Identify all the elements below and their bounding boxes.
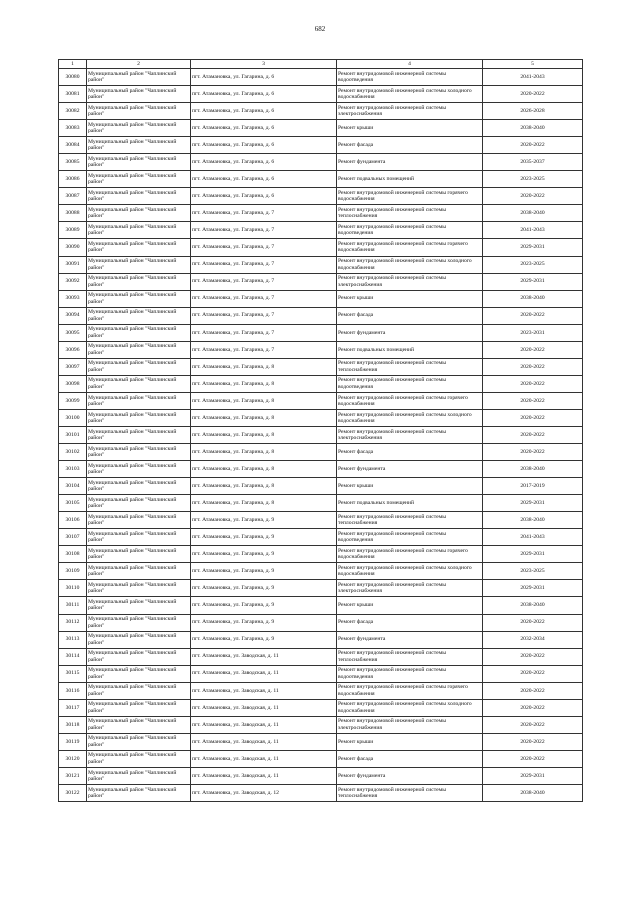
cell-municipality: Муниципальный район "Чаплинский район" bbox=[87, 256, 191, 273]
cell-work-type: Ремонт фасада bbox=[337, 307, 483, 324]
table-row bbox=[59, 648, 583, 665]
cell-municipality: Муниципальный район "Чаплинский район" bbox=[87, 307, 191, 324]
cell-period: 2020-2022 bbox=[483, 665, 583, 682]
table-row bbox=[59, 597, 583, 614]
cell-address: пгт. Атамановка, ул. Гагарина, д. 9 bbox=[191, 580, 337, 597]
cell-period: 2041-2043 bbox=[483, 529, 583, 546]
cell-address: пгт. Атамановка, ул. Гагарина, д. 8 bbox=[191, 426, 337, 443]
cell-address: пгт. Атамановка, ул. Гагарина, д. 7 bbox=[191, 290, 337, 307]
cell-municipality: Муниципальный район "Чаплинский район" bbox=[87, 750, 191, 767]
cell-municipality: Муниципальный район "Чаплинский район" bbox=[87, 529, 191, 546]
table-row bbox=[59, 273, 583, 290]
cell-period: 2020-2022 bbox=[483, 426, 583, 443]
cell-work-type: Ремонт внутридомовой инженерной системы холодного водоснабжения bbox=[337, 256, 483, 273]
cell-municipality: Муниципальный район "Чаплинский район" bbox=[87, 478, 191, 495]
cell-work-type: Ремонт подвальных помещений bbox=[337, 171, 483, 188]
cell-address: пгт. Атамановка, ул. Гагарина, д. 6 bbox=[191, 86, 337, 103]
cell-number: 30088 bbox=[59, 205, 87, 222]
cell-work-type: Ремонт фасада bbox=[337, 444, 483, 461]
cell-municipality: Муниципальный район "Чаплинский район" bbox=[87, 699, 191, 716]
page-number: 682 bbox=[314, 25, 326, 33]
cell-period: 2035-2037 bbox=[483, 154, 583, 171]
cell-address: пгт. Атамановка, ул. Гагарина, д. 7 bbox=[191, 205, 337, 222]
cell-period: 2038-2040 bbox=[483, 597, 583, 614]
cell-address: пгт. Атамановка, ул. Гагарина, д. 8 bbox=[191, 461, 337, 478]
cell-address: пгт. Атамановка, ул. Гагарина, д. 8 bbox=[191, 375, 337, 392]
table-row bbox=[59, 137, 583, 154]
column-header-period: 5 bbox=[483, 60, 583, 69]
table-header bbox=[59, 60, 583, 69]
cell-municipality: Муниципальный район "Чаплинский район" bbox=[87, 341, 191, 358]
cell-work-type: Ремонт внутридомовой инженерной системы водоотведения bbox=[337, 222, 483, 239]
cell-number: 30084 bbox=[59, 137, 87, 154]
cell-number: 30111 bbox=[59, 597, 87, 614]
cell-work-type: Ремонт внутридомовой инженерной системы теплоснабжения bbox=[337, 784, 483, 801]
cell-period: 2038-2040 bbox=[483, 461, 583, 478]
cell-municipality: Муниципальный район "Чаплинский район" bbox=[87, 375, 191, 392]
cell-municipality: Муниципальный район "Чаплинский район" bbox=[87, 154, 191, 171]
cell-address: пгт. Атамановка, ул. Заводская, д. 11 bbox=[191, 682, 337, 699]
cell-number: 30118 bbox=[59, 716, 87, 733]
cell-municipality: Муниципальный район "Чаплинский район" bbox=[87, 682, 191, 699]
cell-address: пгт. Атамановка, ул. Гагарина, д. 8 bbox=[191, 409, 337, 426]
table-row bbox=[59, 69, 583, 86]
cell-address: пгт. Атамановка, ул. Заводская, д. 11 bbox=[191, 767, 337, 784]
cell-municipality: Муниципальный район "Чаплинский район" bbox=[87, 222, 191, 239]
cell-period: 2023-2025 bbox=[483, 171, 583, 188]
cell-municipality: Муниципальный район "Чаплинский район" bbox=[87, 324, 191, 341]
cell-work-type: Ремонт подвальных помещений bbox=[337, 341, 483, 358]
cell-municipality: Муниципальный район "Чаплинский район" bbox=[87, 205, 191, 222]
cell-period: 2041-2043 bbox=[483, 69, 583, 86]
cell-number: 30089 bbox=[59, 222, 87, 239]
table-row bbox=[59, 682, 583, 699]
cell-period: 2020-2022 bbox=[483, 444, 583, 461]
cell-work-type: Ремонт крыши bbox=[337, 290, 483, 307]
cell-address: пгт. Атамановка, ул. Гагарина, д. 6 bbox=[191, 103, 337, 120]
cell-number: 30090 bbox=[59, 239, 87, 256]
cell-number: 30098 bbox=[59, 375, 87, 392]
table-row bbox=[59, 86, 583, 103]
cell-address: пгт. Атамановка, ул. Гагарина, д. 6 bbox=[191, 120, 337, 137]
cell-work-type: Ремонт фундамента bbox=[337, 324, 483, 341]
cell-address: пгт. Атамановка, ул. Гагарина, д. 7 bbox=[191, 222, 337, 239]
cell-number: 30083 bbox=[59, 120, 87, 137]
cell-period: 2029-2031 bbox=[483, 495, 583, 512]
table-row bbox=[59, 205, 583, 222]
cell-work-type: Ремонт внутридомовой инженерной системы электроснабжения bbox=[337, 273, 483, 290]
cell-address: пгт. Атамановка, ул. Заводская, д. 11 bbox=[191, 665, 337, 682]
table-row bbox=[59, 444, 583, 461]
cell-municipality: Муниципальный район "Чаплинский район" bbox=[87, 461, 191, 478]
table-row bbox=[59, 324, 583, 341]
cell-period: 2029-2031 bbox=[483, 546, 583, 563]
cell-municipality: Муниципальный район "Чаплинский район" bbox=[87, 409, 191, 426]
cell-address: пгт. Атамановка, ул. Гагарина, д. 8 bbox=[191, 444, 337, 461]
cell-municipality: Муниципальный район "Чаплинский район" bbox=[87, 137, 191, 154]
cell-number: 30082 bbox=[59, 103, 87, 120]
cell-number: 30113 bbox=[59, 631, 87, 648]
cell-number: 30103 bbox=[59, 461, 87, 478]
cell-address: пгт. Атамановка, ул. Гагарина, д. 8 bbox=[191, 358, 337, 375]
cell-number: 30081 bbox=[59, 86, 87, 103]
cell-number: 30120 bbox=[59, 750, 87, 767]
cell-number: 30112 bbox=[59, 614, 87, 631]
table-row bbox=[59, 461, 583, 478]
cell-period: 2023-2025 bbox=[483, 563, 583, 580]
cell-work-type: Ремонт внутридомовой инженерной системы горячего водоснабжения bbox=[337, 546, 483, 563]
cell-period: 2020-2022 bbox=[483, 307, 583, 324]
cell-number: 30116 bbox=[59, 682, 87, 699]
table-row bbox=[59, 478, 583, 495]
cell-municipality: Муниципальный район "Чаплинский район" bbox=[87, 171, 191, 188]
cell-address: пгт. Атамановка, ул. Заводская, д. 11 bbox=[191, 648, 337, 665]
cell-address: пгт. Атамановка, ул. Гагарина, д. 7 bbox=[191, 307, 337, 324]
header-row bbox=[59, 60, 583, 69]
cell-period: 2038-2040 bbox=[483, 120, 583, 137]
cell-work-type: Ремонт фасада bbox=[337, 137, 483, 154]
cell-work-type: Ремонт внутридомовой инженерной системы горячего водоснабжения bbox=[337, 682, 483, 699]
cell-work-type: Ремонт внутридомовой инженерной системы электроснабжения bbox=[337, 716, 483, 733]
cell-work-type: Ремонт внутридомовой инженерной системы холодного водоснабжения bbox=[337, 409, 483, 426]
cell-work-type: Ремонт внутридомовой инженерной системы водоотведения bbox=[337, 529, 483, 546]
cell-period: 2020-2022 bbox=[483, 648, 583, 665]
cell-work-type: Ремонт фасада bbox=[337, 614, 483, 631]
cell-number: 30091 bbox=[59, 256, 87, 273]
table-row bbox=[59, 120, 583, 137]
cell-municipality: Муниципальный район "Чаплинский район" bbox=[87, 120, 191, 137]
cell-municipality: Муниципальный район "Чаплинский район" bbox=[87, 495, 191, 512]
cell-number: 30101 bbox=[59, 426, 87, 443]
cell-number: 30095 bbox=[59, 324, 87, 341]
cell-period: 2020-2022 bbox=[483, 137, 583, 154]
cell-municipality: Муниципальный район "Чаплинский район" bbox=[87, 563, 191, 580]
cell-municipality: Муниципальный район "Чаплинский район" bbox=[87, 358, 191, 375]
cell-address: пгт. Атамановка, ул. Заводская, д. 12 bbox=[191, 784, 337, 801]
cell-municipality: Муниципальный район "Чаплинский район" bbox=[87, 597, 191, 614]
cell-work-type: Ремонт крыши bbox=[337, 120, 483, 137]
cell-address: пгт. Атамановка, ул. Гагарина, д. 6 bbox=[191, 154, 337, 171]
cell-address: пгт. Атамановка, ул. Гагарина, д. 9 bbox=[191, 529, 337, 546]
table-row bbox=[59, 716, 583, 733]
cell-number: 30105 bbox=[59, 495, 87, 512]
cell-period: 2023-2031 bbox=[483, 324, 583, 341]
table-row bbox=[59, 750, 583, 767]
cell-address: пгт. Атамановка, ул. Заводская, д. 11 bbox=[191, 750, 337, 767]
cell-work-type: Ремонт внутридомовой инженерной системы холодного водоснабжения bbox=[337, 86, 483, 103]
cell-work-type: Ремонт внутридомовой инженерной системы горячего водоснабжения bbox=[337, 239, 483, 256]
cell-number: 30119 bbox=[59, 733, 87, 750]
cell-number: 30108 bbox=[59, 546, 87, 563]
cell-municipality: Муниципальный район "Чаплинский район" bbox=[87, 716, 191, 733]
cell-municipality: Муниципальный район "Чаплинский район" bbox=[87, 239, 191, 256]
cell-address: пгт. Атамановка, ул. Гагарина, д. 7 bbox=[191, 273, 337, 290]
table-row bbox=[59, 614, 583, 631]
cell-period: 2020-2022 bbox=[483, 716, 583, 733]
table-row bbox=[59, 733, 583, 750]
cell-address: пгт. Атамановка, ул. Гагарина, д. 8 bbox=[191, 478, 337, 495]
cell-municipality: Муниципальный район "Чаплинский район" bbox=[87, 103, 191, 120]
cell-period: 2020-2022 bbox=[483, 733, 583, 750]
cell-number: 30099 bbox=[59, 392, 87, 409]
cell-work-type: Ремонт фасада bbox=[337, 750, 483, 767]
table-row bbox=[59, 529, 583, 546]
cell-period: 2038-2040 bbox=[483, 290, 583, 307]
cell-work-type: Ремонт крыши bbox=[337, 597, 483, 614]
cell-work-type: Ремонт фундамента bbox=[337, 461, 483, 478]
cell-address: пгт. Атамановка, ул. Гагарина, д. 9 bbox=[191, 614, 337, 631]
table-row bbox=[59, 631, 583, 648]
cell-work-type: Ремонт фундамента bbox=[337, 631, 483, 648]
cell-address: пгт. Атамановка, ул. Гагарина, д. 9 bbox=[191, 597, 337, 614]
cell-period: 2020-2022 bbox=[483, 614, 583, 631]
table-row bbox=[59, 154, 583, 171]
cell-period: 2041-2043 bbox=[483, 222, 583, 239]
cell-address: пгт. Атамановка, ул. Гагарина, д. 6 bbox=[191, 137, 337, 154]
cell-municipality: Муниципальный район "Чаплинский район" bbox=[87, 580, 191, 597]
repair-schedule-table bbox=[58, 59, 583, 802]
cell-period: 2020-2022 bbox=[483, 86, 583, 103]
cell-work-type: Ремонт фундамента bbox=[337, 154, 483, 171]
cell-number: 30097 bbox=[59, 358, 87, 375]
cell-number: 30114 bbox=[59, 648, 87, 665]
table-row bbox=[59, 580, 583, 597]
cell-number: 30109 bbox=[59, 563, 87, 580]
table-row bbox=[59, 546, 583, 563]
cell-period: 2020-2022 bbox=[483, 750, 583, 767]
cell-municipality: Муниципальный район "Чаплинский район" bbox=[87, 648, 191, 665]
cell-address: пгт. Атамановка, ул. Гагарина, д. 9 bbox=[191, 546, 337, 563]
cell-work-type: Ремонт внутридомовой инженерной системы теплоснабжения bbox=[337, 358, 483, 375]
cell-period: 2026-2028 bbox=[483, 103, 583, 120]
cell-work-type: Ремонт внутридомовой инженерной системы холодного водоснабжения bbox=[337, 699, 483, 716]
table-row bbox=[59, 409, 583, 426]
table-row bbox=[59, 392, 583, 409]
cell-number: 30102 bbox=[59, 444, 87, 461]
cell-number: 30117 bbox=[59, 699, 87, 716]
cell-period: 2017-2019 bbox=[483, 478, 583, 495]
cell-municipality: Муниципальный район "Чаплинский район" bbox=[87, 290, 191, 307]
cell-period: 2023-2025 bbox=[483, 256, 583, 273]
cell-number: 30096 bbox=[59, 341, 87, 358]
table-row bbox=[59, 495, 583, 512]
cell-number: 30092 bbox=[59, 273, 87, 290]
cell-work-type: Ремонт внутридомовой инженерной системы электроснабжения bbox=[337, 426, 483, 443]
cell-address: пгт. Атамановка, ул. Гагарина, д. 6 bbox=[191, 171, 337, 188]
cell-number: 30087 bbox=[59, 188, 87, 205]
cell-period: 2020-2022 bbox=[483, 699, 583, 716]
table-row bbox=[59, 358, 583, 375]
table-row bbox=[59, 239, 583, 256]
table-row bbox=[59, 784, 583, 801]
cell-period: 2020-2022 bbox=[483, 375, 583, 392]
cell-address: пгт. Атамановка, ул. Гагарина, д. 8 bbox=[191, 392, 337, 409]
cell-number: 30104 bbox=[59, 478, 87, 495]
cell-number: 30085 bbox=[59, 154, 87, 171]
cell-address: пгт. Атамановка, ул. Заводская, д. 11 bbox=[191, 733, 337, 750]
cell-municipality: Муниципальный район "Чаплинский район" bbox=[87, 733, 191, 750]
cell-work-type: Ремонт внутридомовой инженерной системы теплоснабжения bbox=[337, 648, 483, 665]
cell-number: 30106 bbox=[59, 512, 87, 529]
cell-work-type: Ремонт внутридомовой инженерной системы водоотведения bbox=[337, 375, 483, 392]
cell-period: 2038-2040 bbox=[483, 784, 583, 801]
cell-municipality: Муниципальный район "Чаплинский район" bbox=[87, 86, 191, 103]
cell-work-type: Ремонт внутридомовой инженерной системы электроснабжения bbox=[337, 580, 483, 597]
cell-work-type: Ремонт внутридомовой инженерной системы электроснабжения bbox=[337, 103, 483, 120]
table-row bbox=[59, 188, 583, 205]
cell-number: 30080 bbox=[59, 69, 87, 86]
cell-work-type: Ремонт внутридомовой инженерной системы горячего водоснабжения bbox=[337, 392, 483, 409]
cell-municipality: Муниципальный район "Чаплинский район" bbox=[87, 665, 191, 682]
cell-period: 2020-2022 bbox=[483, 188, 583, 205]
cell-period: 2029-2031 bbox=[483, 273, 583, 290]
cell-municipality: Муниципальный район "Чаплинский район" bbox=[87, 614, 191, 631]
cell-work-type: Ремонт внутридомовой инженерной системы теплоснабжения bbox=[337, 205, 483, 222]
cell-address: пгт. Атамановка, ул. Гагарина, д. 7 bbox=[191, 324, 337, 341]
cell-period: 2020-2022 bbox=[483, 392, 583, 409]
cell-period: 2020-2022 bbox=[483, 358, 583, 375]
cell-municipality: Муниципальный район "Чаплинский район" bbox=[87, 784, 191, 801]
cell-number: 30115 bbox=[59, 665, 87, 682]
cell-period: 2038-2040 bbox=[483, 205, 583, 222]
cell-address: пгт. Атамановка, ул. Гагарина, д. 8 bbox=[191, 495, 337, 512]
column-header-work-type: 4 bbox=[337, 60, 483, 69]
table-body bbox=[59, 69, 583, 802]
table-row bbox=[59, 341, 583, 358]
cell-work-type: Ремонт внутридомовой инженерной системы водоотведения bbox=[337, 69, 483, 86]
cell-work-type: Ремонт внутридомовой инженерной системы холодного водоснабжения bbox=[337, 563, 483, 580]
cell-address: пгт. Атамановка, ул. Гагарина, д. 9 bbox=[191, 563, 337, 580]
cell-municipality: Муниципальный район "Чаплинский район" bbox=[87, 273, 191, 290]
cell-address: пгт. Атамановка, ул. Гагарина, д. 6 bbox=[191, 69, 337, 86]
cell-municipality: Муниципальный район "Чаплинский район" bbox=[87, 188, 191, 205]
cell-number: 30107 bbox=[59, 529, 87, 546]
cell-municipality: Муниципальный район "Чаплинский район" bbox=[87, 426, 191, 443]
table-row bbox=[59, 256, 583, 273]
column-header-number: 1 bbox=[59, 60, 87, 69]
cell-work-type: Ремонт фундамента bbox=[337, 767, 483, 784]
cell-municipality: Муниципальный район "Чаплинский район" bbox=[87, 546, 191, 563]
table-row bbox=[59, 426, 583, 443]
table-row bbox=[59, 307, 583, 324]
cell-address: пгт. Атамановка, ул. Гагарина, д. 7 bbox=[191, 256, 337, 273]
table-row bbox=[59, 563, 583, 580]
cell-number: 30094 bbox=[59, 307, 87, 324]
table-row bbox=[59, 375, 583, 392]
cell-period: 2020-2022 bbox=[483, 341, 583, 358]
table-row bbox=[59, 171, 583, 188]
cell-period: 2029-2031 bbox=[483, 767, 583, 784]
column-header-address: 3 bbox=[191, 60, 337, 69]
column-header-municipality: 2 bbox=[87, 60, 191, 69]
cell-number: 30100 bbox=[59, 409, 87, 426]
cell-work-type: Ремонт подвальных помещений bbox=[337, 495, 483, 512]
cell-period: 2032-2034 bbox=[483, 631, 583, 648]
table-row bbox=[59, 290, 583, 307]
cell-municipality: Муниципальный район "Чаплинский район" bbox=[87, 767, 191, 784]
cell-work-type: Ремонт внутридомовой инженерной системы теплоснабжения bbox=[337, 512, 483, 529]
cell-period: 2038-2040 bbox=[483, 512, 583, 529]
cell-address: пгт. Атамановка, ул. Гагарина, д. 6 bbox=[191, 188, 337, 205]
table-row bbox=[59, 222, 583, 239]
cell-municipality: Муниципальный район "Чаплинский район" bbox=[87, 512, 191, 529]
table-row bbox=[59, 512, 583, 529]
cell-period: 2020-2022 bbox=[483, 682, 583, 699]
cell-work-type: Ремонт внутридомовой инженерной системы водоотведения bbox=[337, 665, 483, 682]
cell-address: пгт. Атамановка, ул. Заводская, д. 11 bbox=[191, 699, 337, 716]
cell-number: 30093 bbox=[59, 290, 87, 307]
cell-work-type: Ремонт внутридомовой инженерной системы горячего водоснабжения bbox=[337, 188, 483, 205]
cell-number: 30121 bbox=[59, 767, 87, 784]
cell-address: пгт. Атамановка, ул. Заводская, д. 11 bbox=[191, 716, 337, 733]
table-row bbox=[59, 103, 583, 120]
cell-number: 30122 bbox=[59, 784, 87, 801]
table-row bbox=[59, 699, 583, 716]
cell-address: пгт. Атамановка, ул. Гагарина, д. 9 bbox=[191, 631, 337, 648]
cell-municipality: Муниципальный район "Чаплинский район" bbox=[87, 392, 191, 409]
cell-municipality: Муниципальный район "Чаплинский район" bbox=[87, 444, 191, 461]
table-row bbox=[59, 767, 583, 784]
cell-number: 30110 bbox=[59, 580, 87, 597]
table-row bbox=[59, 665, 583, 682]
cell-address: пгт. Атамановка, ул. Гагарина, д. 7 bbox=[191, 341, 337, 358]
cell-period: 2020-2022 bbox=[483, 409, 583, 426]
cell-municipality: Муниципальный район "Чаплинский район" bbox=[87, 631, 191, 648]
cell-municipality: Муниципальный район "Чаплинский район" bbox=[87, 69, 191, 86]
cell-address: пгт. Атамановка, ул. Гагарина, д. 9 bbox=[191, 512, 337, 529]
cell-period: 2029-2031 bbox=[483, 239, 583, 256]
cell-work-type: Ремонт крыши bbox=[337, 478, 483, 495]
cell-address: пгт. Атамановка, ул. Гагарина, д. 7 bbox=[191, 239, 337, 256]
cell-number: 30086 bbox=[59, 171, 87, 188]
cell-work-type: Ремонт крыши bbox=[337, 733, 483, 750]
cell-period: 2029-2031 bbox=[483, 580, 583, 597]
